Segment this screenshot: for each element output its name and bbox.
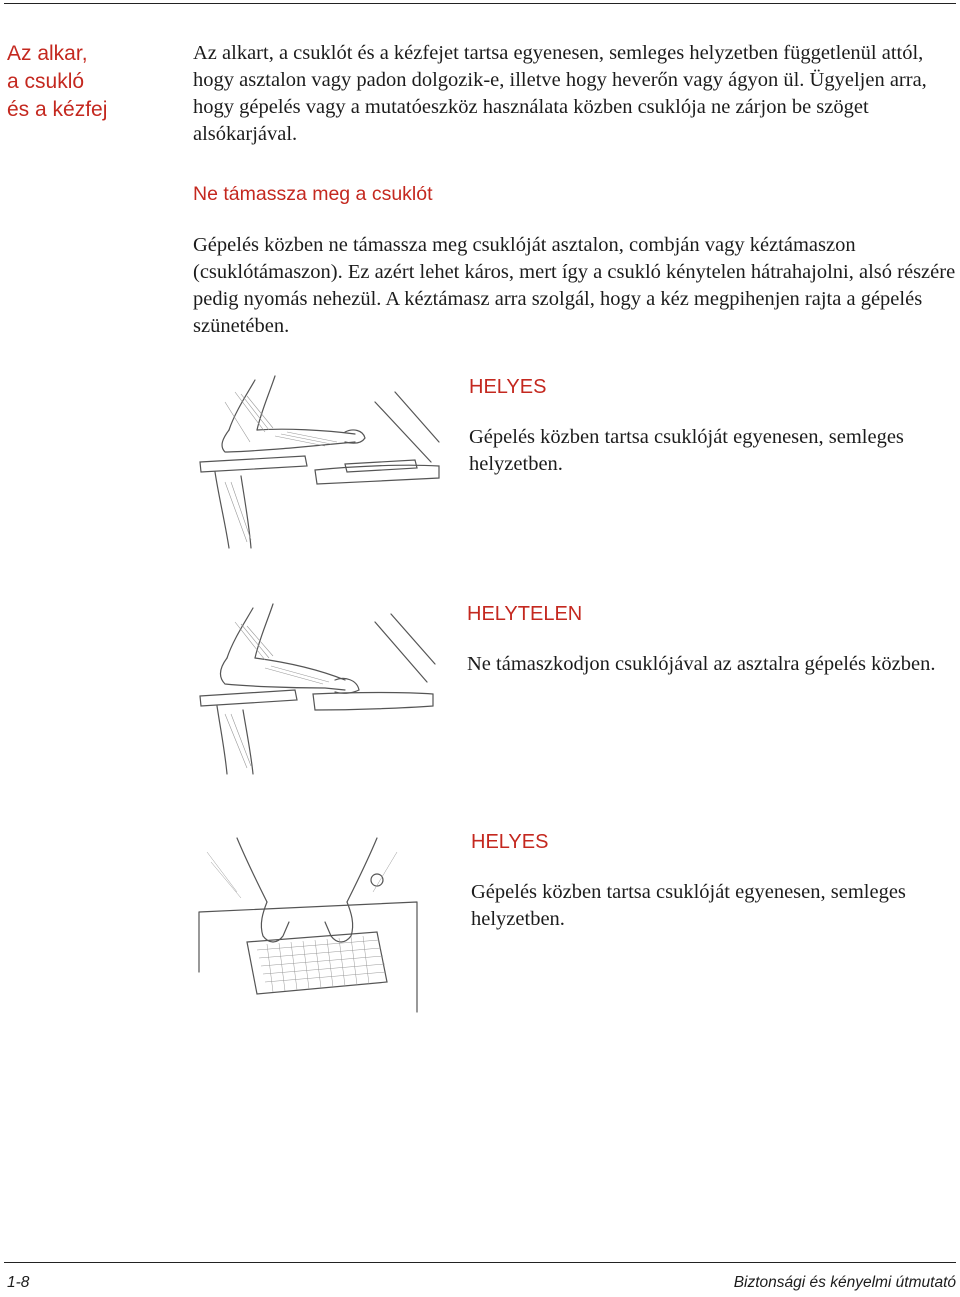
figure-label-correct-1: HELYES <box>469 376 547 398</box>
subheading-paragraph: Gépelés közben ne támassza meg csuklóját asztalon, combján vagy kéztámaszon (csuklótámaszon). Ez azért lehet káros, mert így a csukló kénytelen hátrahajolni, alsó részére pedig nyomás nehezül. A kéztámasz arra szolgál, hogy a kéz megpihenjen rajta a gépelés szünetében. <box>193 234 956 337</box>
figure-caption-correct-1: Gépelés közben tartsa csuklóját egyenesen, semleges helyzetben. <box>469 426 904 475</box>
figure-caption-incorrect: Ne támaszkodjon csuklójával az asztalra gépelés közben. <box>467 653 936 675</box>
top-rule <box>4 3 956 4</box>
section-heading: Az alkar, a csukló és a kézfej <box>7 42 108 121</box>
typing-posture-side-incorrect-illustration <box>195 602 445 777</box>
bottom-rule <box>4 1262 956 1263</box>
intro-paragraph: Az alkart, a csuklót és a kézfejet tartsa egyenesen, semleges helyzetben függetlenül attól, hogy asztalon vagy padon dolgozik-e, illetve hogy heverőn vagy ágyon ül. Ügyeljen arra, hogy gépelés vagy a mutatóeszköz használata közben csuklója ne zárjon be szöget alsókarjával. <box>193 42 927 145</box>
page-number: 1-8 <box>7 1274 30 1291</box>
figure-label-incorrect: HELYTELEN <box>467 603 583 625</box>
document-title: Biztonsági és kényelmi útmutató <box>733 1274 956 1291</box>
figure-label-correct-2: HELYES <box>471 831 549 853</box>
subheading: Ne támassza meg a csuklót <box>193 183 433 205</box>
figure-caption-correct-2: Gépelés közben tartsa csuklóját egyenesen, semleges helyzetben. <box>471 881 906 930</box>
hands-on-keyboard-top-view-illustration <box>197 832 419 1017</box>
typing-posture-side-correct-illustration <box>195 372 445 552</box>
